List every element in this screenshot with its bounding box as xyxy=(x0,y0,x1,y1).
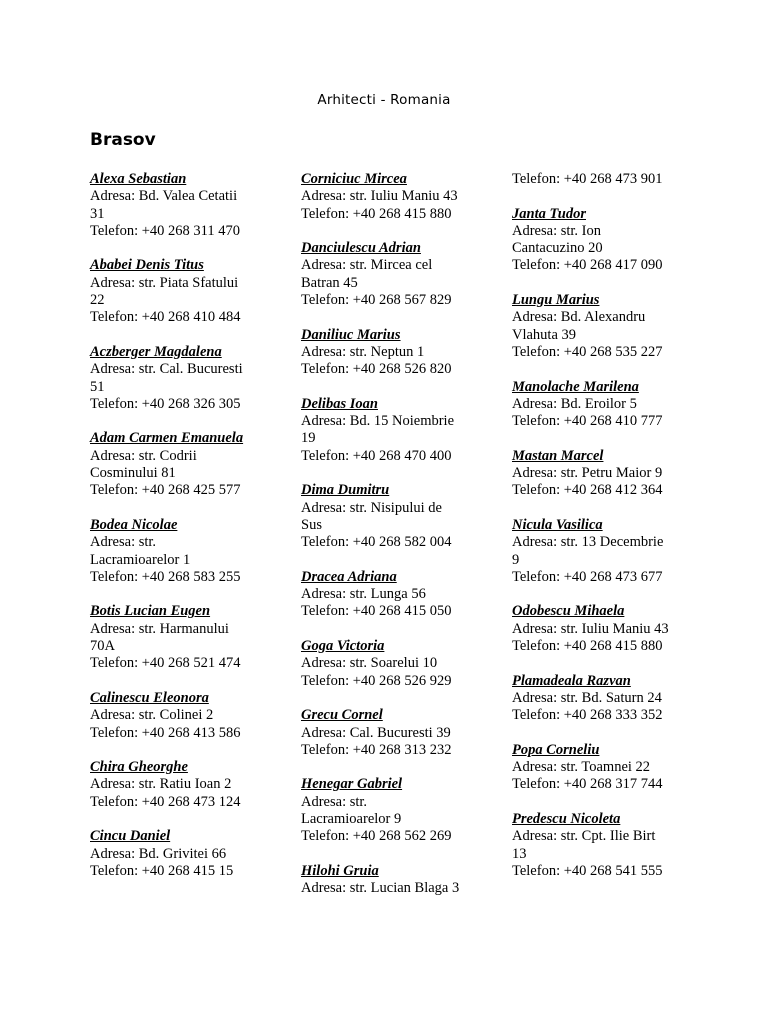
architect-phone: Telefon: +40 268 473 901 xyxy=(512,171,663,187)
architect-name: Nicula Vasilica xyxy=(512,516,603,533)
architect-name: Predescu Nicoleta xyxy=(512,810,621,827)
architect-name: Cincu Daniel xyxy=(90,828,171,845)
architect-name: Bodea Nicolae xyxy=(90,516,178,533)
architect-address: Vlahuta 39 xyxy=(512,326,577,343)
architect-name: Odobescu Mihaela xyxy=(512,603,625,620)
architect-address: Adresa: Bd. Valea Cetatii xyxy=(90,188,238,205)
architect-address: Adresa: str. xyxy=(301,793,368,810)
architect-address: Adresa: Bd. Eroilor 5 xyxy=(512,395,637,412)
architect-entry xyxy=(301,482,501,551)
architect-address: 19 xyxy=(301,430,316,447)
architect-phone: Telefon: +40 268 567 829 xyxy=(301,292,452,309)
architect-name: Delibas Ioan xyxy=(301,395,378,412)
architect-address: Adresa: str. Nisipului de xyxy=(301,499,442,516)
architect-phone: Telefon: +40 268 410 484 xyxy=(90,309,241,326)
architect-address: Lacramioarelor 1 xyxy=(90,551,191,568)
architect-phone: Telefon: +40 268 521 474 xyxy=(90,655,241,672)
architect-address: 70A xyxy=(90,638,115,655)
architect-name: Janta Tudor xyxy=(512,205,586,222)
city-heading: Brasov xyxy=(90,130,156,150)
architect-address: Cosminului 81 xyxy=(90,465,176,482)
architect-entry xyxy=(512,673,712,725)
architect-entry xyxy=(512,742,712,794)
architect-phone: Telefon: +40 268 311 470 xyxy=(90,222,240,239)
architect-phone: Telefon: +40 268 425 577 xyxy=(90,482,241,499)
architect-phone: Telefon: +40 268 415 050 xyxy=(301,603,452,620)
architect-name: Daniliuc Marius xyxy=(301,326,401,343)
architect-phone: Telefon: +40 268 417 090 xyxy=(512,257,663,274)
architect-phone: Telefon: +40 268 526 929 xyxy=(301,672,452,689)
architect-name: Danciulescu Adrian xyxy=(301,240,421,257)
architect-address: Adresa: Bd. Grivitei 66 xyxy=(90,845,227,862)
architect-address: Adresa: Bd. 15 Noiembrie xyxy=(301,413,455,430)
architect-name: Aczberger Magdalena xyxy=(90,343,222,360)
architect-entry xyxy=(301,396,501,465)
architect-entry xyxy=(512,603,712,655)
architect-phone: Telefon: +40 268 473 124 xyxy=(90,793,241,810)
architect-entry xyxy=(301,240,501,309)
architect-name: Botis Lucian Eugen xyxy=(90,603,211,620)
architect-phone: Telefon: +40 268 470 400 xyxy=(301,447,452,464)
architect-address: Sus xyxy=(301,516,322,533)
architect-phone: Telefon: +40 268 582 004 xyxy=(301,534,452,551)
architect-address: Adresa: str. Ratiu Ioan 2 xyxy=(90,776,232,793)
architect-name: Alexa Sebastian xyxy=(90,171,187,187)
architect-entry xyxy=(90,603,290,672)
architect-entry xyxy=(512,517,712,586)
architect-phone: Telefon: +40 268 541 555 xyxy=(512,862,663,879)
architect-address: Adresa: str. Codrii xyxy=(90,447,197,464)
architect-name: Corniciuc Mircea xyxy=(301,171,407,187)
architect-name: Dracea Adriana xyxy=(301,568,397,585)
architect-entry xyxy=(512,448,712,500)
architect-phone: Telefon: +40 268 415 880 xyxy=(301,205,452,222)
architect-phone: Telefon: +40 268 526 820 xyxy=(301,361,452,378)
architect-address: Adresa: str. Petru Maior 9 xyxy=(512,465,663,482)
architect-phone: Telefon: +40 268 317 744 xyxy=(512,776,663,793)
architect-entry xyxy=(90,257,290,326)
architect-address: Adresa: str. xyxy=(90,534,157,551)
architect-address: Adresa: str. Mircea cel xyxy=(301,257,433,274)
architect-phone: Telefon: +40 268 313 232 xyxy=(301,741,452,758)
architect-phone: Telefon: +40 268 410 777 xyxy=(512,413,663,430)
architect-entry xyxy=(90,171,290,240)
architect-entry xyxy=(512,206,712,275)
architect-address: 13 xyxy=(512,845,527,862)
architect-phone: Telefon: +40 268 473 677 xyxy=(512,568,663,585)
architect-entry xyxy=(90,690,290,742)
architect-address: Adresa: str. Piata Sfatului xyxy=(90,274,239,291)
architect-address: Adresa: str. Toamnei 22 xyxy=(512,759,651,776)
architect-name: Plamadeala Razvan xyxy=(512,672,631,689)
architect-name: Lungu Marius xyxy=(512,292,600,309)
architect-entry xyxy=(301,171,501,223)
architect-address: 9 xyxy=(512,551,520,568)
architect-name: Chira Gheorghe xyxy=(90,759,188,776)
architect-entry xyxy=(301,707,501,759)
architect-address: Batran 45 xyxy=(301,274,358,291)
architect-phone: Telefon: +40 268 535 227 xyxy=(512,343,663,360)
architect-name: Manolache Marilena xyxy=(512,378,639,395)
architect-entry xyxy=(301,863,501,898)
architect-name: Adam Carmen Emanuela xyxy=(90,430,244,447)
architect-phone: Telefon: +40 268 412 364 xyxy=(512,482,663,499)
architect-entry xyxy=(90,759,290,811)
architect-address: Adresa: str. Lucian Blaga 3 xyxy=(301,880,460,897)
architect-name: Hilohi Gruia xyxy=(301,862,379,879)
architect-entry xyxy=(512,811,712,880)
architect-address: Adresa: str. Cpt. Ilie Birt xyxy=(512,828,656,845)
architect-name: Popa Corneliu xyxy=(512,741,600,758)
architect-address: Cantacuzino 20 xyxy=(512,240,603,257)
architect-name: Mastan Marcel xyxy=(512,447,604,464)
architect-name: Dima Dumitru xyxy=(301,482,390,499)
architect-entry xyxy=(90,828,290,880)
architect-address: Adresa: str. Colinei 2 xyxy=(90,707,214,724)
architect-entry xyxy=(512,171,712,188)
architect-address: Adresa: str. Harmanului xyxy=(90,620,229,637)
architect-phone: Telefon: +40 268 333 352 xyxy=(512,707,663,724)
architect-address: Adresa: str. Iuliu Maniu 43 xyxy=(512,620,669,637)
architect-name: Grecu Cornel xyxy=(301,707,383,724)
architect-entry xyxy=(90,430,290,499)
architect-address: Adresa: str. Ion xyxy=(512,222,601,239)
architect-name: Goga Victoria xyxy=(301,638,385,655)
architect-address: Adresa: str. Neptun 1 xyxy=(301,343,425,360)
architect-address: Adresa: str. Bd. Saturn 24 xyxy=(512,689,662,706)
directory-column-1 xyxy=(90,171,290,897)
architect-address: Adresa: Cal. Bucuresti 39 xyxy=(301,724,451,741)
architect-phone: Telefon: +40 268 415 880 xyxy=(512,638,663,655)
architect-entry xyxy=(512,292,712,361)
architect-address: Adresa: str. Lunga 56 xyxy=(301,586,426,603)
architect-name: Calinescu Eleonora xyxy=(90,689,209,706)
page-title: Arhitecti - Romania xyxy=(317,92,451,108)
architect-address: Adresa: str. 13 Decembrie xyxy=(512,534,664,551)
directory-column-3 xyxy=(512,171,712,897)
architect-phone: Telefon: +40 268 413 586 xyxy=(90,724,241,741)
architect-entry xyxy=(301,327,501,379)
architect-phone: Telefon: +40 268 583 255 xyxy=(90,568,241,585)
architect-address: 22 xyxy=(90,292,105,309)
architect-address: Adresa: str. Cal. Bucuresti xyxy=(90,361,243,378)
architect-address: Adresa: Bd. Alexandru xyxy=(512,309,646,326)
architect-entry xyxy=(512,379,712,431)
architect-entry xyxy=(301,638,501,690)
architect-name: Ababei Denis Titus xyxy=(90,257,204,274)
architect-address: 51 xyxy=(90,378,105,395)
architect-entry xyxy=(301,776,501,845)
architect-entry xyxy=(301,569,501,621)
architect-phone: Telefon: +40 268 562 269 xyxy=(301,828,452,845)
architect-phone: Telefon: +40 268 415 15 xyxy=(90,862,234,879)
architect-address: 31 xyxy=(90,205,105,222)
architect-phone: Telefon: +40 268 326 305 xyxy=(90,395,241,412)
architect-entry xyxy=(90,344,290,413)
architect-address: Adresa: str. Soarelui 10 xyxy=(301,655,438,672)
architect-address: Adresa: str. Iuliu Maniu 43 xyxy=(301,188,458,205)
architect-name: Henegar Gabriel xyxy=(301,776,403,793)
architect-entry xyxy=(90,517,290,586)
directory-column-2 xyxy=(301,171,501,915)
architect-address: Lacramioarelor 9 xyxy=(301,810,402,827)
